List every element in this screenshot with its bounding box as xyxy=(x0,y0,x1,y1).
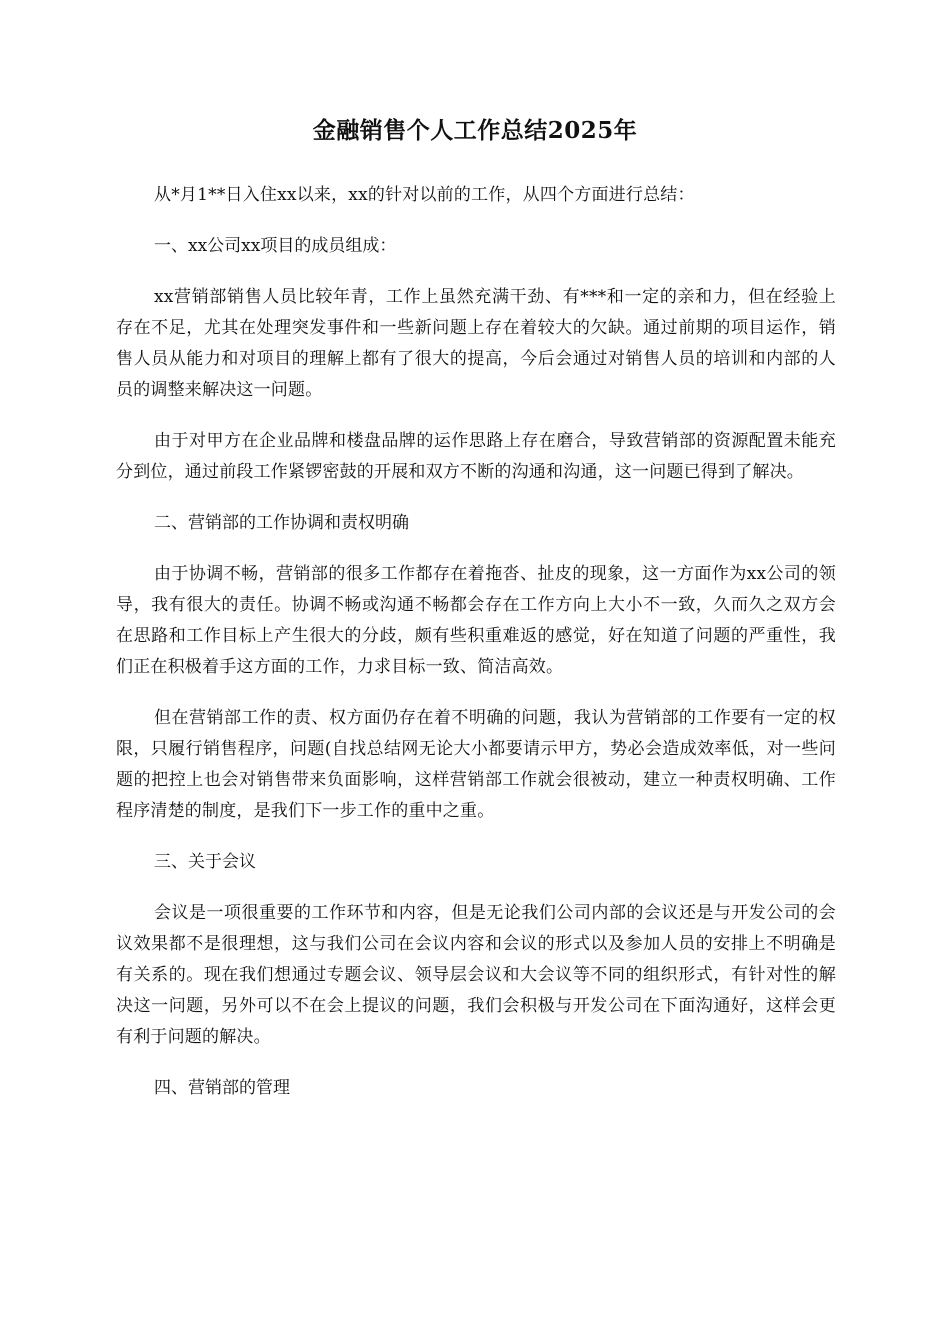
section-1-paragraph-2: 由于对甲方在企业品牌和楼盘品牌的运作思路上存在磨合，导致营销部的资源配置未能充分到位，通过前段工作紧锣密鼓的开展和双方不断的沟通和沟通，这一问题已得到了解决。 xyxy=(116,431,836,482)
document-body xyxy=(116,180,836,1124)
section-2-paragraph-1: 由于协调不畅，营销部的很多工作都存在着拖沓、扯皮的现象，这一方面作为xx公司的领导，我有很大的责任。协调不畅或沟通不畅都会存在工作方向上大小不一致，久而久之双方会在思路和工作目标上产生很大的分歧，颇有些积重难返的感觉，好在知道了问题的严重性，我们正在积极着手这方面的工作，力求目标一致、简洁高效。 xyxy=(116,564,836,677)
document-title: 金融销售个人工作总结2025年 xyxy=(312,117,638,144)
section-heading-2: 二、营销部的工作协调和责权明确 xyxy=(154,513,409,533)
section-3-paragraph-1: 会议是一项很重要的工作环节和内容，但是无论我们公司内部的会议还是与开发公司的会议效果都不是很理想，这与我们公司在会议内容和会议的形式以及参加人员的安排上不明确是有关系的。现在我们想通过专题会议、领导层会议和大会议等不同的组织形式，有针对性的解决这一问题，另外可以不在会上提议的问题，我们会积极与开发公司在下面沟通好，这样会更有利于问题的解决。 xyxy=(116,903,836,1047)
section-1-paragraph-1: xx营销部销售人员比较年青，工作上虽然充满干劲、有***和一定的亲和力，但在经验上存在不足，尤其在处理突发事件和一些新问题上存在着较大的欠缺。通过前期的项目运作，销售人员从能力和对项目的理解上都有了很大的提高，今后会通过对销售人员的培训和内部的人员的调整来解决这一问题。 xyxy=(116,287,836,400)
section-heading-4: 四、营销部的管理 xyxy=(154,1078,290,1098)
section-heading-1: 一、xx公司xx项目的成员组成： xyxy=(154,236,397,256)
intro-paragraph: 从*月1**日入住xx以来，xx的针对以前的工作，从四个方面进行总结： xyxy=(154,185,695,205)
section-2-paragraph-2: 但在营销部工作的责、权方面仍存在着不明确的问题，我认为营销部的工作要有一定的权限，只履行销售程序，问题(自找总结网无论大小都要请示甲方，势必会造成效率低，对一些问题的把控上也会对销售带来负面影响，这样营销部工作就会很被动，建立一种责权明确、工作程序清楚的制度，是我们下一步工作的重中之重。 xyxy=(116,708,836,821)
section-heading-3: 三、关于会议 xyxy=(154,852,256,872)
